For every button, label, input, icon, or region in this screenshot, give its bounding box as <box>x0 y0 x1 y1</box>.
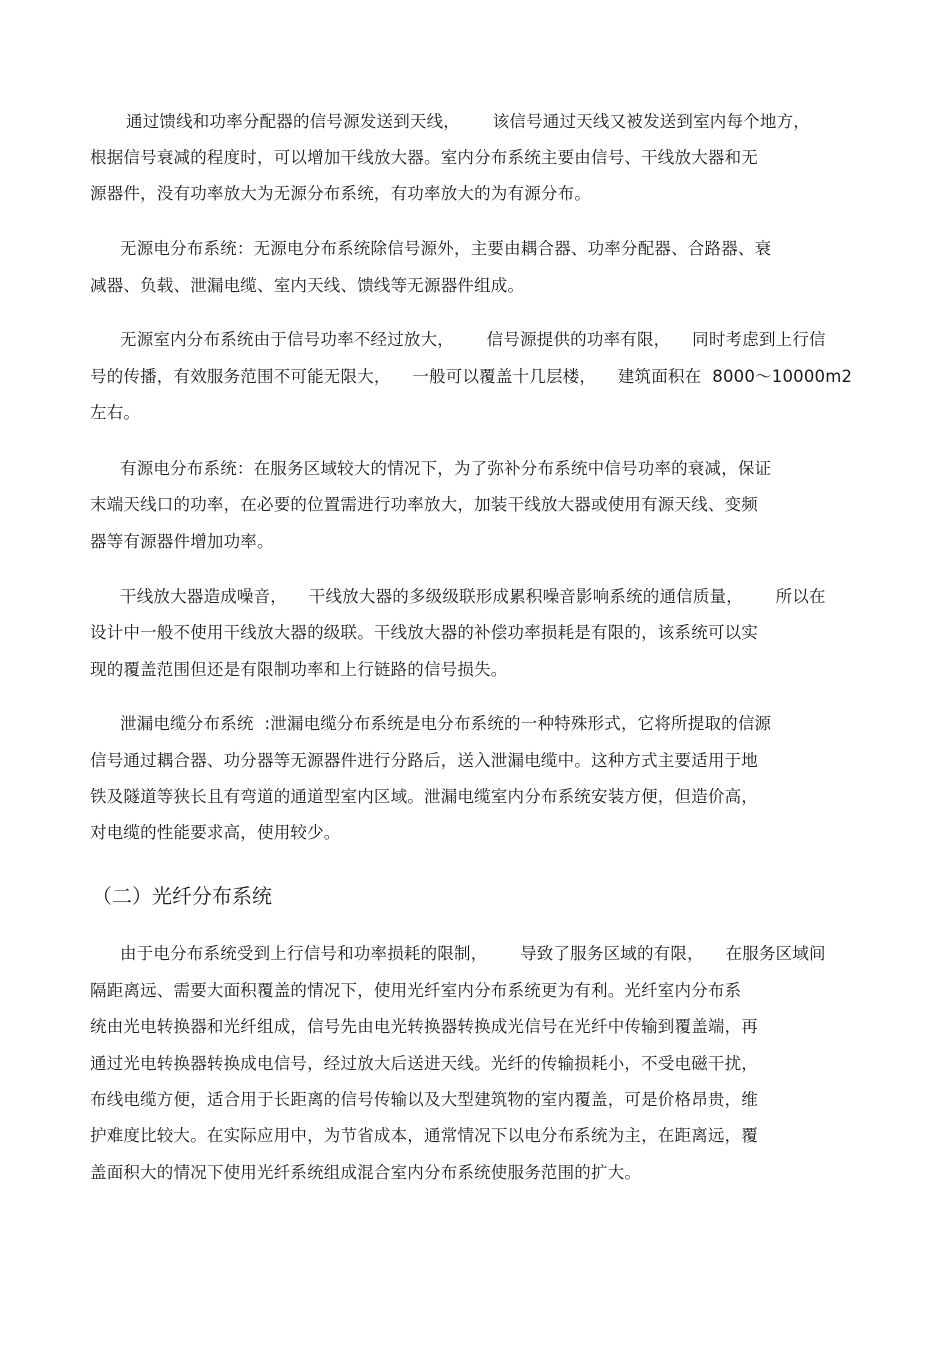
paragraph-3-line-1: 无源室内分布系统由于信号功率不经过放大， 信号源提供的功率有限， 同时考虑到上行信 <box>120 330 826 349</box>
paragraph-4-line-1: 有源电分布系统：在服务区域较大的情况下，为了弥补分布系统中信号功率的衰减，保证 <box>120 459 772 478</box>
fiber-paragraph-line-6: 护难度比较大。在实际应用中，为节省成本，通常情况下以电分布系统为主，在距离远，覆 <box>90 1126 758 1145</box>
paragraph-6-line-4: 对电缆的性能要求高，使用较少。 <box>90 823 341 842</box>
paragraph-4-line-3: 器等有源器件增加功率。 <box>90 532 274 551</box>
paragraph-5-line-2: 设计中一般不使用干线放大器的级联。干线放大器的补偿功率损耗是有限的，该系统可以实 <box>90 623 758 642</box>
section-heading: （二）光纤分布系统 <box>92 884 272 908</box>
paragraph-3-line-2: 号的传播，有效服务范围不可能无限大， 一般可以覆盖十几层楼， 建筑面积在 8000～10000m2 <box>90 367 853 386</box>
paragraph-6-line-1: 泄漏电缆分布系统 :泄漏电缆分布系统是电分布系统的一种特殊形式，它将所提取的信源 <box>120 714 772 733</box>
paragraph-1-line-2: 根据信号衰减的程度时，可以增加干线放大器。室内分布系统主要由信号、干线放大器和无 <box>90 148 758 167</box>
paragraph-2-line-2: 减器、负载、泄漏电缆、室内天线、馈线等无源器件组成。 <box>90 276 525 295</box>
paragraph-1-line-3: 源器件，没有功率放大为无源分布系统，有功率放大的为有源分布。 <box>90 184 591 203</box>
fiber-paragraph-line-1: 由于电分布系统受到上行信号和功率损耗的限制， 导致了服务区域的有限， 在服务区域间 <box>120 944 826 963</box>
paragraph-3-line-3: 左右。 <box>90 403 141 422</box>
paragraph-2-line-1: 无源电分布系统：无源电分布系统除信号源外，主要由耦合器、功率分配器、合路器、衰 <box>120 239 772 258</box>
fiber-paragraph-line-4: 通过光电转换器转换成电信号，经过放大后送进天线。光纤的传输损耗小，不受电磁干扰， <box>90 1054 758 1073</box>
paragraph-5-line-1: 干线放大器造成噪音， 干线放大器的多级级联形成累积噪音影响系统的通信质量， 所以在 <box>120 587 826 606</box>
fiber-paragraph-line-7: 盖面积大的情况下使用光纤系统组成混合室内分布系统使服务范围的扩大。 <box>90 1163 642 1182</box>
paragraph-4-line-2: 末端天线口的功率，在必要的位置需进行功率放大，加装干线放大器或使用有源天线、变频 <box>90 495 758 514</box>
paragraph-6-line-3: 铁及隧道等狭长且有弯道的通道型室内区域。泄漏电缆室内分布系统安装方便，但造价高， <box>90 787 758 806</box>
paragraph-6-line-2: 信号通过耦合器、功分器等无源器件进行分路后，送入泄漏电缆中。这种方式主要适用于地 <box>90 751 758 770</box>
fiber-paragraph-line-3: 统由光电转换器和光纤组成，信号先由电光转换器转换成光信号在光纤中传输到覆盖端，再 <box>90 1017 758 1036</box>
paragraph-1-line-1: 通过馈线和功率分配器的信号源发送到天线， 该信号通过天线又被发送到室内每个地方， <box>126 112 810 131</box>
paragraph-5-line-3: 现的覆盖范围但还是有限制功率和上行链路的信号损失。 <box>90 660 508 679</box>
fiber-paragraph-line-5: 布线电缆方便，适合用于长距离的信号传输以及大型建筑物的室内覆盖，可是价格昂贵，维 <box>90 1090 758 1109</box>
fiber-paragraph-line-2: 隔距离远、需要大面积覆盖的情况下，使用光纤室内分布系统更为有利。光纤室内分布系 <box>90 981 742 1000</box>
